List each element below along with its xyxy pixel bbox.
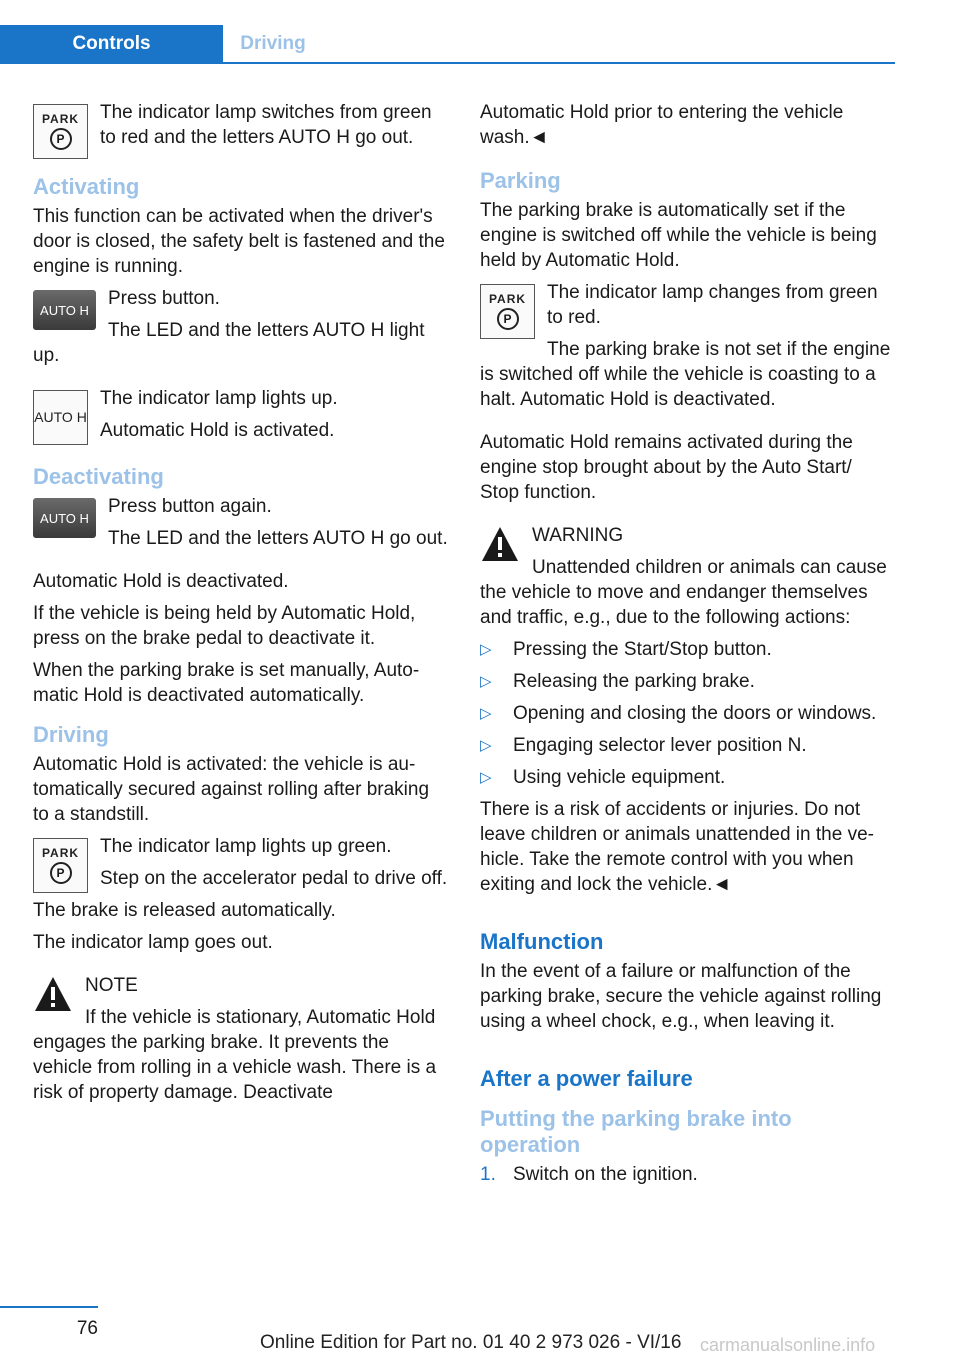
left-column <box>33 100 449 1112</box>
note-label: NOTE <box>85 975 138 996</box>
parking-lamp-block <box>480 280 896 419</box>
driving-lamp: The indicator lamp lights up green. <box>100 836 392 857</box>
deactivating-press-block <box>33 494 449 558</box>
activating-lamp: The indicator lamp lights up. <box>100 388 338 409</box>
deactivating-p3: When the parking brake is set manually, Automatic Hold is deactivated automatically. <box>33 660 420 706</box>
park-icon: PARK P <box>33 104 88 159</box>
deactivating-led: The LED and the letters AUTO H go out. <box>108 528 448 549</box>
heading-driving: Driving <box>33 722 109 747</box>
list-item: ▷ Releasing the parking brake. <box>480 671 755 692</box>
park-icon: PARK P <box>480 284 535 339</box>
note-block <box>33 973 449 1112</box>
auto-h-button-icon: AUTO H <box>33 498 96 538</box>
list-item: ▷ Using vehicle equipment. <box>480 767 726 788</box>
deactivating-p2: If the vehicle is being held by Automatic Hold, press on the brake pedal to deactivate it. <box>33 603 416 649</box>
auto-h-lamp-icon: AUTO H <box>33 390 88 445</box>
activating-press-block <box>33 286 449 375</box>
deactivating-press: Press button again. <box>108 496 272 517</box>
tab-driving[interactable]: Driving <box>240 33 306 54</box>
heading-parking-brake-operation: Putting the parking brake into operation <box>480 1106 792 1157</box>
intro-text: The indicator lamp switches from green to red and the letters AUTO H go out. <box>100 102 432 148</box>
parking-lamp: The indicator lamp changes from green to red. <box>547 282 878 328</box>
heading-deactivating: Deactivating <box>33 464 164 489</box>
intro-block <box>33 100 449 163</box>
tab-controls[interactable]: Controls <box>0 25 223 62</box>
driving-p2: The indicator lamp goes out. <box>33 932 273 953</box>
warning-label: WARNING <box>532 525 624 546</box>
list-item: ▷ Pressing the Start/Stop button. <box>480 639 772 660</box>
deactivating-p1: Automatic Hold is deactivated. <box>33 571 289 592</box>
heading-power-failure: After a power failure <box>480 1066 693 1091</box>
driving-lamp-block <box>33 834 449 898</box>
driving-p1: The brake is released automatically. <box>33 900 336 921</box>
activating-text: This function can be activated when the driver's door is closed, the safety belt is fastened and the engine is running. <box>33 206 445 277</box>
auto-h-button-icon: AUTO H <box>33 290 96 330</box>
warning-risk: There is a risk of accidents or injuries. Do not leave children or animals unattended in the vehicle. Take the remote control with you when exiting and lock the vehicle.◄ <box>480 799 874 895</box>
activating-lamp-block <box>33 386 449 450</box>
park-icon: PARK P <box>33 838 88 893</box>
parking-notset: The parking brake is not set if the engine is switched off while the vehicle is coasting to a halt. Automatic Hold is deactivated. <box>480 339 891 410</box>
power-failure-steps <box>480 1162 896 1187</box>
warning-triangle-icon <box>480 525 520 563</box>
right-column <box>480 100 896 1187</box>
driving-step: Step on the accelerator pedal to drive off. <box>100 868 448 889</box>
section-tabs <box>0 25 895 64</box>
activating-press: Press button. <box>108 288 220 309</box>
watermark: carmanualsonline.info <box>700 1335 876 1355</box>
list-item: ▷ Engaging selector lever position N. <box>480 735 807 756</box>
page-number: 76 <box>0 1306 98 1340</box>
warning-list <box>480 637 896 790</box>
malfunction-text: In the event of a failure or malfunction of the parking brake, secure the vehicle against rolling using a wheel chock, e.g., when leaving it. <box>480 961 882 1032</box>
warning-block <box>480 523 896 637</box>
parking-remains: Automatic Hold remains activated during the engine stop brought about by the Auto Start/ Stop function. <box>480 432 853 503</box>
list-item: 1. Switch on the ignition. <box>480 1164 698 1185</box>
parking-text: The parking brake is automatically set if the engine is switched off while the vehicle is being held by Automatic Hold. <box>480 200 877 271</box>
list-item: ▷ Opening and closing the doors or windows. <box>480 703 877 724</box>
warning-triangle-icon <box>33 975 73 1013</box>
activating-activated: Automatic Hold is activated. <box>100 420 335 441</box>
driving-text: Automatic Hold is activated: the vehicle is automatically secured against rolling after braking to a standstill. <box>33 754 430 825</box>
heading-activating: Activating <box>33 174 140 199</box>
warning-text: Unattended children or animals can cause the vehicle to move and endanger themselves and traffic, e.g., due to the following actions: <box>480 557 887 628</box>
continuation-text: Automatic Hold prior to entering the vehicle wash.◄ <box>480 102 844 148</box>
edition-footer: Online Edition for Part no. 01 40 2 973 026 - VI/16 <box>260 1332 682 1353</box>
note-text: If the vehicle is stationary, Automatic Hold engages the parking brake. It prevents the vehicle from rolling in a vehicle wash. There is a risk of property damage. Deactivate <box>33 1007 437 1103</box>
heading-parking: Parking <box>480 168 561 193</box>
heading-malfunction: Malfunction <box>480 929 604 954</box>
activating-led: The LED and the letters AUTO H light up. <box>33 320 425 366</box>
